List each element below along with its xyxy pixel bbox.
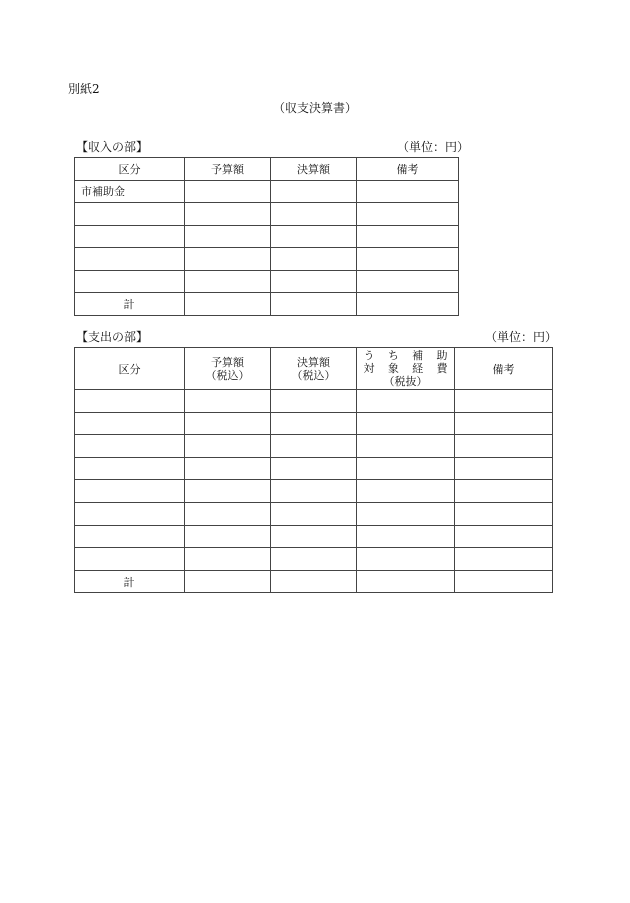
expense-header-budget bbox=[185, 348, 271, 390]
expense-cell[interactable] bbox=[455, 435, 553, 458]
expense-cell[interactable] bbox=[455, 412, 553, 435]
table-row bbox=[75, 225, 459, 248]
expense-cell[interactable] bbox=[185, 412, 271, 435]
expense-table bbox=[74, 347, 553, 593]
income-section-title: 【収入の部】 bbox=[76, 140, 149, 154]
table-row bbox=[75, 270, 459, 293]
expense-cell[interactable] bbox=[357, 480, 455, 503]
expense-cell[interactable] bbox=[185, 548, 271, 571]
table-row bbox=[75, 502, 553, 525]
expense-cell[interactable] bbox=[185, 457, 271, 480]
expense-total-row bbox=[75, 570, 553, 593]
table-row bbox=[75, 412, 553, 435]
expense-unit-label: （単位：円） bbox=[485, 330, 558, 344]
income-cell[interactable] bbox=[75, 203, 185, 226]
expense-cell[interactable] bbox=[185, 525, 271, 548]
table-row bbox=[75, 180, 459, 203]
income-cell[interactable] bbox=[357, 270, 459, 293]
expense-cell[interactable] bbox=[271, 435, 357, 458]
income-total-row bbox=[75, 293, 459, 316]
subsidy-char: 助 bbox=[436, 349, 448, 362]
expense-cell[interactable] bbox=[357, 435, 455, 458]
expense-cell[interactable] bbox=[455, 390, 553, 413]
income-cell[interactable] bbox=[75, 225, 185, 248]
expense-cell[interactable] bbox=[271, 412, 357, 435]
expense-header-row bbox=[75, 348, 553, 390]
subsidy-char: う bbox=[363, 349, 375, 362]
table-row bbox=[75, 248, 459, 271]
expense-cell[interactable] bbox=[271, 502, 357, 525]
income-cell[interactable] bbox=[357, 203, 459, 226]
income-total-cell[interactable] bbox=[185, 293, 271, 316]
table-row bbox=[75, 457, 553, 480]
income-cell[interactable]: 市補助金 bbox=[75, 180, 185, 203]
expense-cell[interactable] bbox=[75, 548, 185, 571]
subsidy-char: 対 bbox=[363, 362, 375, 375]
expense-total-label: 計 bbox=[75, 570, 185, 593]
subsidy-char: 象 bbox=[387, 362, 399, 375]
income-cell[interactable] bbox=[271, 203, 357, 226]
expense-header-budget-note: （税込） bbox=[205, 368, 250, 382]
expense-total-cell[interactable] bbox=[271, 570, 357, 593]
income-unit-label: （単位：円） bbox=[397, 140, 470, 154]
income-table bbox=[74, 157, 459, 316]
expense-cell[interactable] bbox=[75, 502, 185, 525]
expense-header-remarks: 備考 bbox=[455, 348, 553, 390]
expense-cell[interactable] bbox=[455, 502, 553, 525]
income-total-label: 計 bbox=[75, 293, 185, 316]
expense-cell[interactable] bbox=[455, 548, 553, 571]
expense-cell[interactable] bbox=[271, 480, 357, 503]
expense-cell[interactable] bbox=[455, 480, 553, 503]
expense-cell[interactable] bbox=[357, 502, 455, 525]
income-cell[interactable] bbox=[185, 270, 271, 293]
expense-cell[interactable] bbox=[271, 390, 357, 413]
expense-header-subsidy bbox=[357, 348, 455, 390]
subsidy-char: 経 bbox=[412, 362, 424, 375]
income-cell[interactable] bbox=[271, 248, 357, 271]
income-cell[interactable] bbox=[185, 248, 271, 271]
expense-header-settlement-label: 決算額 bbox=[297, 355, 330, 369]
expense-total-cell[interactable] bbox=[357, 570, 455, 593]
income-cell[interactable] bbox=[357, 225, 459, 248]
expense-cell[interactable] bbox=[185, 390, 271, 413]
income-cell[interactable] bbox=[271, 270, 357, 293]
expense-cell[interactable] bbox=[75, 480, 185, 503]
table-row bbox=[75, 480, 553, 503]
income-header-row bbox=[75, 158, 459, 181]
expense-cell[interactable] bbox=[271, 548, 357, 571]
income-cell[interactable] bbox=[75, 248, 185, 271]
subsidy-header-line2 bbox=[364, 362, 448, 375]
income-cell[interactable] bbox=[357, 248, 459, 271]
income-header-remarks: 備考 bbox=[357, 158, 459, 181]
expense-cell[interactable] bbox=[75, 525, 185, 548]
expense-section-title: 【支出の部】 bbox=[76, 330, 149, 344]
expense-cell[interactable] bbox=[357, 412, 455, 435]
income-cell[interactable] bbox=[271, 180, 357, 203]
table-row bbox=[75, 525, 553, 548]
subsidy-char: 費 bbox=[436, 362, 448, 375]
expense-cell[interactable] bbox=[271, 525, 357, 548]
subsidy-char: 補 bbox=[412, 349, 424, 362]
expense-cell[interactable] bbox=[185, 435, 271, 458]
document-title: （収支決算書） bbox=[272, 101, 357, 115]
expense-cell[interactable] bbox=[185, 480, 271, 503]
expense-total-cell[interactable] bbox=[185, 570, 271, 593]
subsidy-header-note: （税抜） bbox=[383, 375, 428, 388]
subsidy-header-line1 bbox=[364, 349, 448, 362]
income-cell[interactable] bbox=[75, 270, 185, 293]
expense-cell[interactable] bbox=[75, 412, 185, 435]
expense-cell[interactable] bbox=[75, 390, 185, 413]
income-cell[interactable] bbox=[271, 225, 357, 248]
attachment-label: 別紙2 bbox=[68, 82, 100, 96]
table-row bbox=[75, 390, 553, 413]
income-total-cell[interactable] bbox=[357, 293, 459, 316]
income-cell[interactable] bbox=[185, 225, 271, 248]
expense-cell[interactable] bbox=[455, 457, 553, 480]
expense-cell[interactable] bbox=[357, 390, 455, 413]
income-cell[interactable] bbox=[357, 180, 459, 203]
expense-cell[interactable] bbox=[75, 457, 185, 480]
table-row bbox=[75, 203, 459, 226]
table-row bbox=[75, 548, 553, 571]
expense-header-settlement-note: （税込） bbox=[291, 368, 336, 382]
table-row bbox=[75, 435, 553, 458]
income-cell[interactable] bbox=[185, 180, 271, 203]
expense-cell[interactable] bbox=[75, 435, 185, 458]
expense-cell[interactable] bbox=[271, 457, 357, 480]
expense-header-budget-label: 予算額 bbox=[211, 355, 244, 369]
expense-cell[interactable] bbox=[357, 457, 455, 480]
income-header-budget: 予算額 bbox=[185, 158, 271, 181]
expense-cell[interactable] bbox=[455, 525, 553, 548]
expense-cell[interactable] bbox=[185, 502, 271, 525]
income-header-settlement: 決算額 bbox=[271, 158, 357, 181]
expense-header-category: 区分 bbox=[75, 348, 185, 390]
subsidy-char: ち bbox=[387, 349, 399, 362]
income-header-category: 区分 bbox=[75, 158, 185, 181]
expense-cell[interactable] bbox=[357, 548, 455, 571]
expense-cell[interactable] bbox=[357, 525, 455, 548]
expense-header-settlement bbox=[271, 348, 357, 390]
expense-total-cell[interactable] bbox=[455, 570, 553, 593]
income-cell[interactable] bbox=[185, 203, 271, 226]
income-total-cell[interactable] bbox=[271, 293, 357, 316]
